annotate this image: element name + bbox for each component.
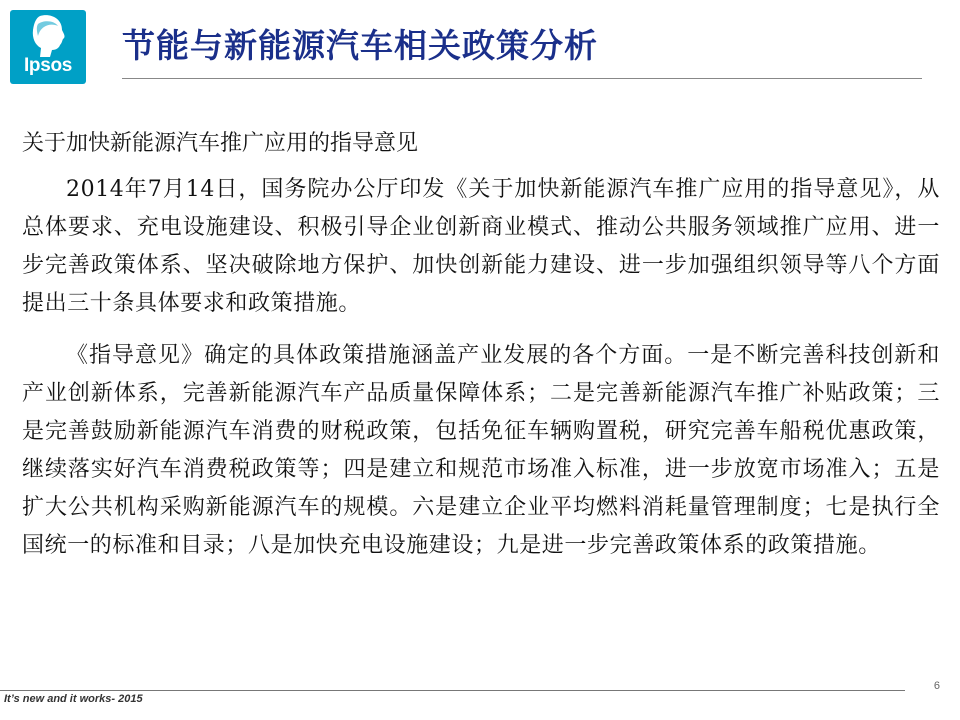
logo-wordmark: Ipsos: [23, 55, 73, 76]
ipsos-logo: [10, 10, 86, 84]
page-title: 节能与新能源汽车相关政策分析: [122, 26, 598, 65]
paragraph-1: 2014年7月14日，国务院办公厅印发《关于加快新能源汽车推广应用的指导意见》，从总体要求、充电设施建设、积极引导企业创新商业模式、推动公共服务领域推广应用、进一步完善政策体系、坚决破除地方保护、加快创新能力建设、进一步加强组织领导等八个方面提出三十条具体要求和政策措施。: [22, 177, 940, 316]
body-content: [22, 122, 940, 565]
section-subheading: 关于加快新能源汽车推广应用的指导意见: [22, 131, 419, 156]
paragraph-2: 《指导意见》确定的具体政策措施涵盖产业发展的各个方面。一是不断完善科技创新和产业创新体系，完善新能源汽车产品质量保障体系；二是完善新能源汽车推广补贴政策；三是完善鼓励新能源汽车消费的财税政策，包括免征车辆购置税，研究完善车船税优惠政策，继续落实好汽车消费税政策等；四是建立和规范市场准入标准，进一步放宽市场准入；五是扩大公共机构采购新能源汽车的规模。六是建立企业平均燃料消耗量管理制度；七是执行全国统一的标准和目录；八是加快充电设施建设；九是进一步完善政策体系的政策措施。: [22, 343, 940, 558]
footer-tagline: It’s new and it works- 2015: [4, 693, 143, 705]
footer-divider: [0, 690, 905, 691]
page-number: 6: [933, 680, 940, 692]
title-divider: [122, 78, 922, 79]
